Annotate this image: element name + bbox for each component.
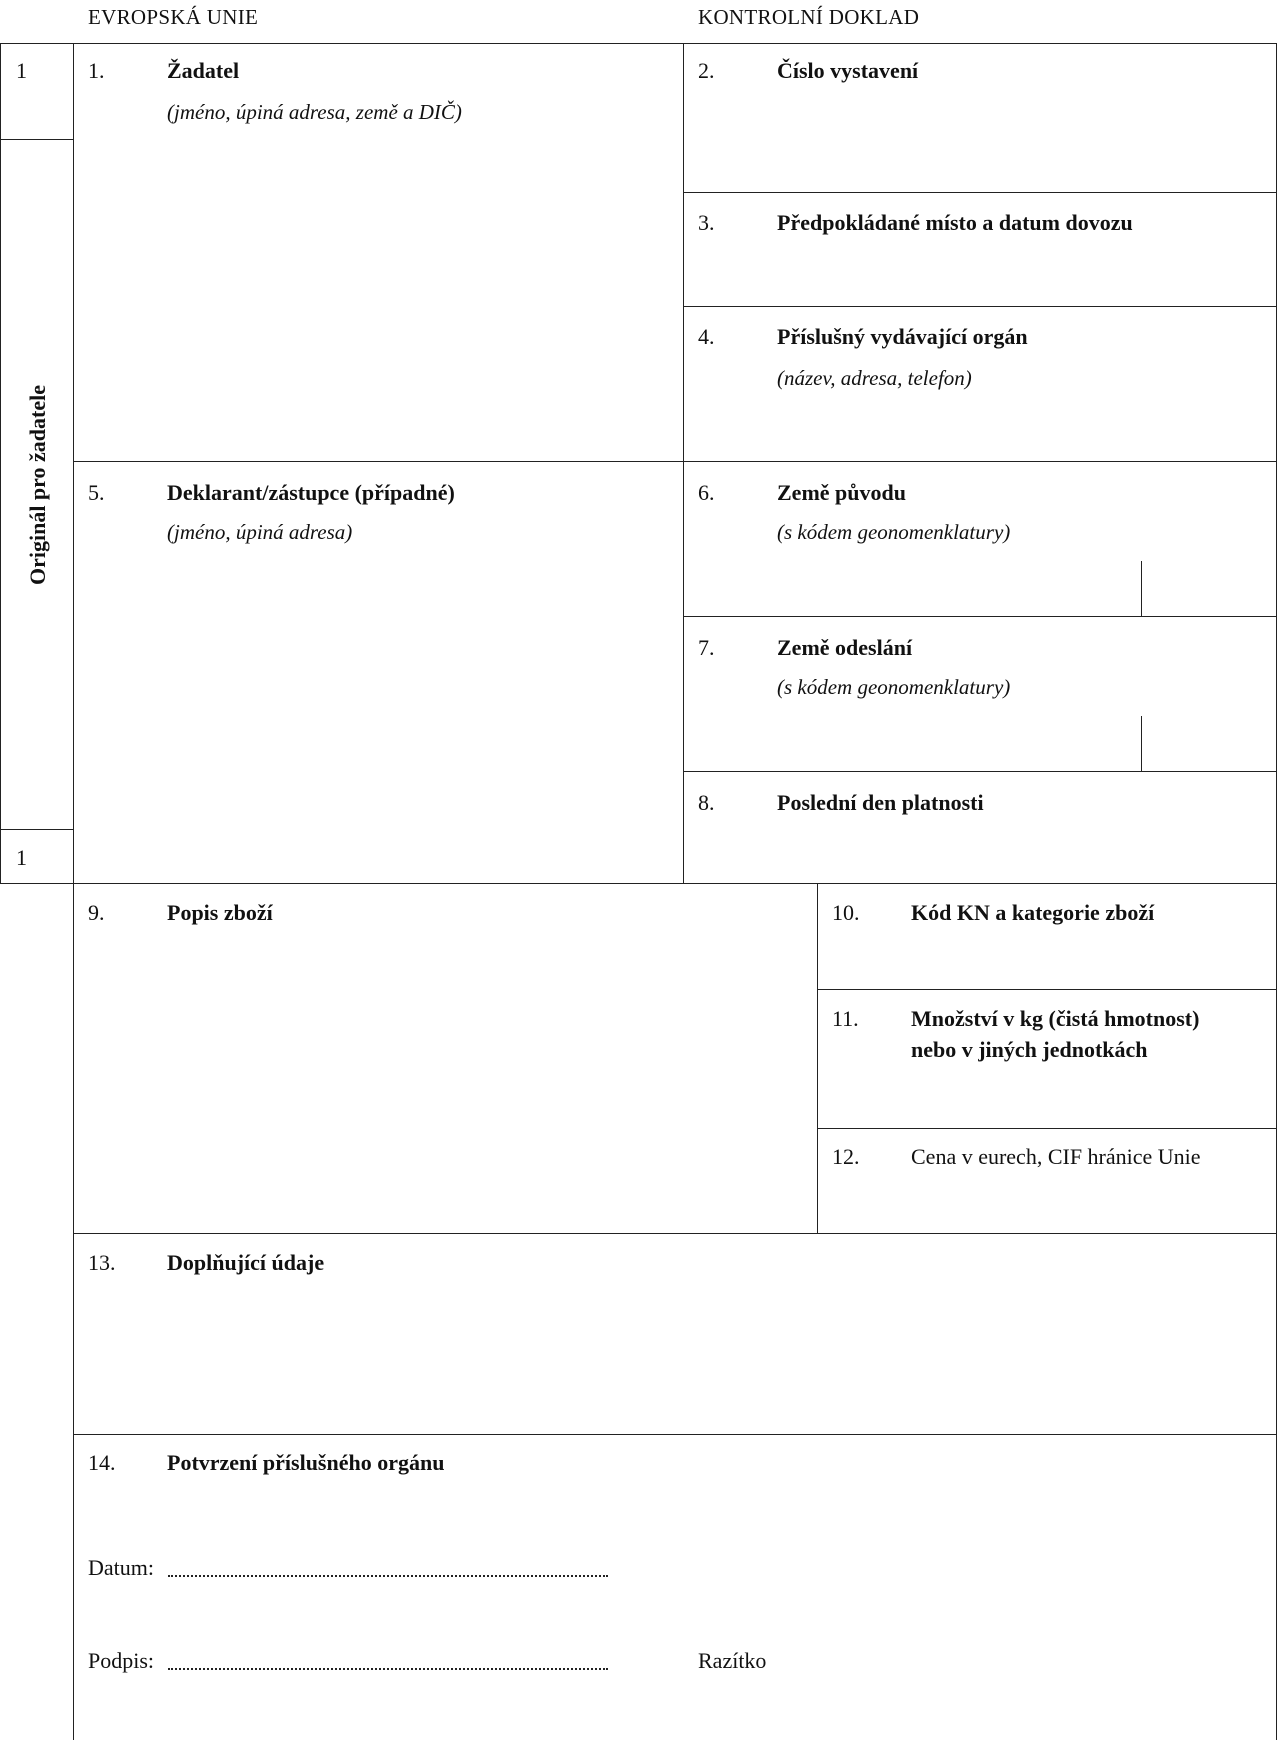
box-10-title: Kód KN a kategorie zboží (911, 900, 1155, 925)
box-7-title: Země odeslání (777, 635, 913, 660)
box-7-subtitle: (s kódem geonomenklatury) (777, 675, 1011, 699)
side-bottom-number: 1 (16, 845, 27, 870)
box-5-subtitle: (jméno, úpiná adresa) (167, 520, 353, 544)
box-9-number: 9. (88, 900, 105, 925)
box-9-title: Popis zboží (167, 900, 273, 925)
box-8-number: 8. (698, 790, 715, 815)
date-field[interactable] (168, 1575, 608, 1577)
side-top-divider (0, 139, 73, 140)
divider-box13-box14 (73, 1434, 1277, 1435)
box-14-title: Potvrzení příslušného orgánu (167, 1450, 445, 1475)
header-right: KONTROLNÍ DOKLAD (698, 5, 920, 29)
box-5-number: 5. (88, 480, 105, 505)
divider-box9-box10 (817, 883, 818, 1234)
date-label: Datum: (88, 1555, 154, 1580)
box-4-subtitle: (název, adresa, telefon) (777, 366, 972, 390)
box-4-title: Příslušný vydávající orgán (777, 324, 1028, 349)
box-11-number: 11. (832, 1006, 859, 1031)
frame-row-line-9 (0, 883, 1277, 884)
code-tick-box7 (1141, 716, 1142, 772)
box-6-title: Země původu (777, 480, 906, 505)
box-12-text: Cena v eurech, CIF hránice Unie (911, 1144, 1201, 1169)
divider-box10-box11 (817, 989, 1277, 990)
box-12-number: 12. (832, 1144, 860, 1169)
frame-left-line (0, 43, 1, 884)
middle-divider-line (683, 43, 684, 884)
box-3-title: Předpokládané místo a datum dovozu (777, 210, 1133, 235)
box-4-number: 4. (698, 324, 715, 349)
box-2-number: 2. (698, 58, 715, 83)
divider-box3-box4 (683, 306, 1277, 307)
signature-label: Podpis: (88, 1648, 155, 1673)
box-6-number: 6. (698, 480, 715, 505)
box-14-number: 14. (88, 1450, 116, 1475)
side-column-line (73, 43, 74, 1740)
side-vertical-label: Originál pro žadatele (25, 384, 50, 586)
box-1-subtitle: (jméno, úpiná adresa, země a DIČ) (167, 100, 462, 124)
box-10-number: 10. (832, 900, 860, 925)
divider-box11-box12 (817, 1128, 1277, 1129)
header-left: EVROPSKÁ UNIE (88, 5, 259, 29)
box-7-number: 7. (698, 635, 715, 660)
divider-box4-box6 (683, 461, 1277, 462)
box-13-number: 13. (88, 1250, 116, 1275)
divider-box12-box13 (73, 1233, 1277, 1234)
code-tick-box6 (1141, 561, 1142, 617)
box-1-number: 1. (88, 58, 105, 83)
side-top-number: 1 (16, 58, 27, 83)
side-bottom-divider (0, 829, 73, 830)
box-8-title: Poslední den platnosti (777, 790, 984, 815)
box-1-title: Žadatel (167, 58, 240, 83)
frame-top-line (0, 43, 1277, 44)
stamp-label: Razítko (698, 1648, 767, 1673)
signature-field[interactable] (168, 1668, 608, 1670)
box-2-title: Číslo vystavení (777, 58, 919, 83)
box-13-title: Doplňující údaje (167, 1250, 325, 1275)
box-5-title: Deklarant/zástupce (případné) (167, 480, 455, 505)
divider-box6-box7 (683, 616, 1277, 617)
divider-box7-box8 (683, 771, 1277, 772)
box-11-title-line2: nebo v jiných jednotkách (911, 1037, 1148, 1062)
box-3-number: 3. (698, 210, 715, 235)
divider-box1-box5 (73, 461, 684, 462)
divider-box2-box3 (683, 192, 1277, 193)
box-11-title-line1: Množství v kg (čistá hmotnost) (911, 1006, 1200, 1031)
box-6-subtitle: (s kódem geonomenklatury) (777, 520, 1011, 544)
